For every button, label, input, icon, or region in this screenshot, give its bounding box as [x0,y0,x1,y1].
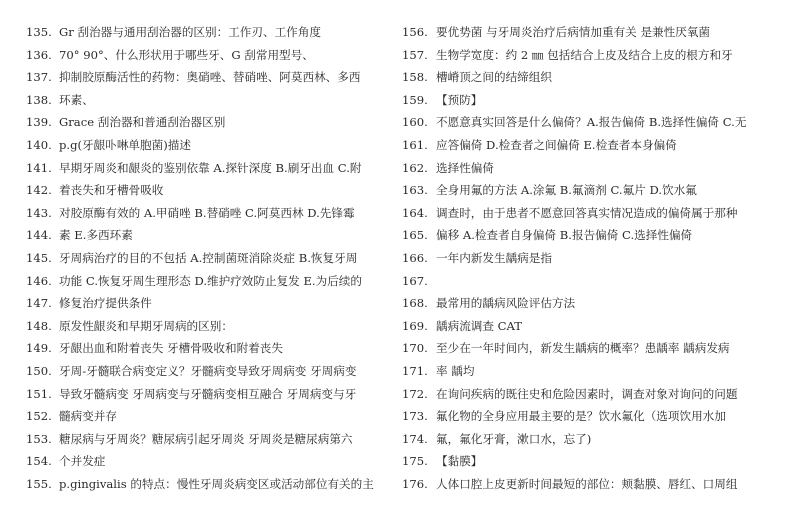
line-text: 最常用的龋病风险评估方法 [436,296,576,311]
line-number: 151. [26,386,52,401]
line-text: 一年内新发生龋病是指 [436,250,552,265]
text-line [402,405,772,428]
line-number: 175. [402,454,428,469]
text-line [26,247,380,270]
line-number: 171. [402,363,428,378]
line-text: 髓病变并存 [59,409,117,424]
line-text: 抑制胶原酶活性的药物：奥硝唑、替硝唑、阿莫西林、多西 [59,70,361,85]
line-number: 160. [402,115,428,130]
line-number: 154. [26,454,52,469]
text-line [26,337,380,360]
text-line [402,179,772,202]
line-number: 153. [26,431,52,446]
left-column [26,21,380,495]
line-text: 修复治疗提供条件 [59,296,152,311]
line-text: 选择性偏倚 [436,160,494,175]
text-line [402,428,772,451]
line-text: 牙龈出血和附着丧失 牙槽骨吸收和附着丧失 [59,341,283,356]
text-line [402,360,772,383]
line-number: 167. [402,273,428,288]
text-line [402,202,772,225]
line-text: 导致牙髓病变 牙周病变与牙髓病变相互融合 牙周病变与牙 [59,386,357,401]
line-number: 150. [26,363,52,378]
line-text: 氟化物的全身应用最主要的是？饮水氟化（选项饮用水加 [436,409,726,424]
line-number: 148. [26,318,52,333]
line-number: 143. [26,205,52,220]
text-line [26,89,380,112]
text-line [402,473,772,496]
text-line [402,383,772,406]
text-line [26,134,380,157]
line-number: 144. [26,228,52,243]
line-text: 功能 C.恢复牙周生理形态 D.维护疗效防止复发 E.为后续的 [59,273,362,288]
text-line [402,21,772,44]
line-number: 159. [402,92,428,107]
line-number: 173. [402,409,428,424]
line-number: 163. [402,183,428,198]
line-number: 170. [402,341,428,356]
line-number: 140. [26,137,52,152]
line-number: 156. [402,25,428,39]
text-line [402,292,772,315]
line-number: 157. [402,47,428,62]
line-number: 145. [26,250,52,265]
line-text: 在询问疾病的既往史和危险因素时，调查对象对询问的问题 [436,386,738,401]
line-text: 偏移 A.检查者自身偏倚 B.报告偏倚 C.选择性偏倚 [436,228,693,243]
text-line [26,66,380,89]
line-text: p.gingivalis 的特点：慢性牙周炎病变区或活动部位有关的主 [59,476,374,491]
line-text: 龋病流调查 CAT [436,318,522,333]
line-text: Grace 刮治器和普通刮治器区别 [59,115,226,130]
line-text: p.g(牙龈卟啉单胞菌)描述 [59,137,191,152]
line-text: 牙周-牙髓联合病变定义？牙髓病变导致牙周病变 牙周病变 [59,363,357,378]
text-line [402,315,772,338]
line-number: 174. [402,431,428,446]
line-text: 至少在一年时间内，新发生龋病的概率？患龋率 龋病发病 [436,341,730,356]
text-line [402,157,772,180]
right-column [402,21,772,495]
line-number: 136. [26,47,52,62]
text-line [402,111,772,134]
text-line [26,450,380,473]
text-line [402,450,772,473]
line-number: 165. [402,228,428,243]
line-number: 139. [26,115,52,130]
line-text: 不愿意真实回答是什么偏倚？A.报告偏倚 B.选择性偏倚 C.无 [436,115,747,130]
line-text: 70° 90°、什么形状用于哪些牙、G 刮常用型号、 [59,47,314,62]
line-text: 【黏膜】 [436,454,483,469]
text-line [26,270,380,293]
text-line [26,405,380,428]
text-line [26,360,380,383]
text-line [26,383,380,406]
text-line [26,473,380,496]
line-number: 166. [402,250,428,265]
text-line [26,157,380,180]
text-line [26,202,380,225]
line-text: 人体口腔上皮更新时间最短的部位：颊黏膜、唇红、口周组 [436,476,738,491]
line-text: 调查时，由于患者不愿意回答真实情况造成的偏倚属于那种 [436,205,738,220]
line-text: Gr 刮治器与通用刮治器的区别：工作刃、工作角度 [59,25,321,39]
line-number: 135. [26,25,52,39]
line-number: 155. [26,476,52,491]
line-number: 142. [26,183,52,198]
text-line [402,89,772,112]
text-line [26,315,380,338]
text-line [402,247,772,270]
text-line [26,111,380,134]
line-number: 169. [402,318,428,333]
text-line [402,224,772,247]
text-line [26,224,380,247]
line-number: 138. [26,92,52,107]
line-text: 应答偏倚 D.检查者之间偏倚 E.检查者本身偏倚 [436,137,677,152]
line-text: 全身用氟的方法 A.涂氟 B.氟滴剂 C.氟片 D.饮水氟 [436,183,697,198]
line-number: 149. [26,341,52,356]
line-text: 牙周病治疗的目的不包括 A.控制菌斑消除炎症 B.恢复牙周 [59,250,358,265]
line-number: 176. [402,476,428,491]
line-text: 对胶原酶有效的 A.甲硝唑 B.替硝唑 C.阿莫西林 D.先锋霉 [59,205,355,220]
line-number: 146. [26,273,52,288]
text-line [402,134,772,157]
line-number: 158. [402,70,428,85]
line-number: 168. [402,296,428,311]
text-line [26,44,380,67]
line-number: 152. [26,409,52,424]
text-line [402,66,772,89]
line-text: 着丧失和牙槽骨吸收 [59,183,164,198]
line-number: 147. [26,296,52,311]
line-text: 氟，氟化牙膏，漱口水，忘了) [436,431,592,446]
text-line [26,428,380,451]
line-text: 个并发症 [59,454,106,469]
line-number: 161. [402,137,428,152]
text-line [26,21,380,44]
text-line [402,44,772,67]
text-line [402,337,772,360]
line-number: 141. [26,160,52,175]
line-text: 槽嵴顶之间的结缔组织 [436,70,552,85]
line-number: 137. [26,70,52,85]
line-text: 糖尿病与牙周炎？糖尿病引起牙周炎 牙周炎是糖尿病第六 [59,431,353,446]
line-text: 要优势菌 与牙周炎治疗后病情加重有关 是兼性厌氧菌 [436,25,711,39]
text-line [402,270,772,293]
line-text: 原发性龈炎和早期牙周病的区别： [59,318,233,333]
line-text: 生物学宽度：约 2 ㎜ 包括结合上皮及结合上皮的根方和牙 [436,47,733,62]
line-text: 素 E.多西环素 [59,228,133,243]
line-text: 早期牙周炎和龈炎的鉴别依靠 A.探针深度 B.刷牙出血 C.附 [59,160,362,175]
text-line [26,292,380,315]
text-line [26,179,380,202]
line-number: 172. [402,386,428,401]
line-text: 环素、 [59,92,94,107]
line-text: 率 龋均 [436,363,475,378]
line-text: 【预防】 [436,92,483,107]
line-number: 162. [402,160,428,175]
line-number: 164. [402,205,428,220]
